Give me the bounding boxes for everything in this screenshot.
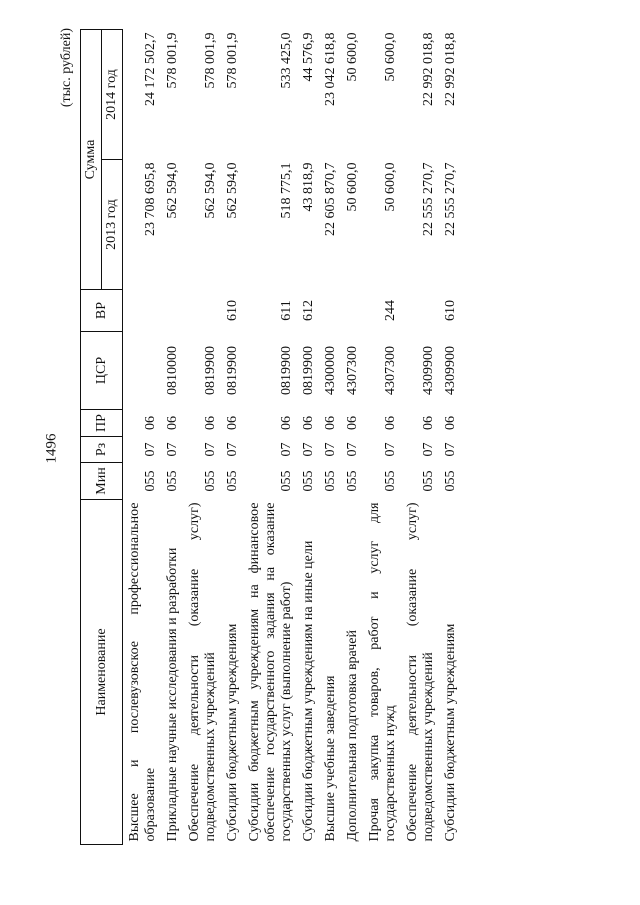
row-vr: [341, 290, 363, 332]
row-name: Обеспечение деятельности (оказание услуг) подведомственных учреждений: [405, 502, 436, 842]
header-rz: Рз: [81, 437, 123, 463]
row-name: Субсидии бюджетным учреждениям: [225, 623, 240, 842]
row-csr: [123, 332, 162, 410]
row-min: 055: [345, 470, 360, 492]
row-min: 055: [279, 470, 294, 492]
row-sum-2013: 22 555 270,7: [443, 162, 458, 236]
row-pr: 06: [421, 416, 436, 430]
table-body: [123, 30, 462, 845]
row-csr: 0819900: [203, 346, 218, 395]
row-name: Высшие учебные заведения: [323, 675, 338, 842]
row-rz: 07: [225, 442, 240, 457]
row-rz: 07: [345, 442, 360, 457]
row-sum-2014: 578 001,9: [203, 32, 218, 89]
row-csr: 0819900: [301, 346, 316, 395]
row-sum-2013: 22 555 270,7: [421, 162, 436, 236]
row-rz: 07: [301, 442, 316, 457]
row-pr: 06: [225, 416, 240, 430]
row-name: Обеспечение деятельности (оказание услуг) подведомственных учреждений: [187, 502, 218, 842]
row-sum-2013: 562 594,0: [165, 162, 180, 219]
row-sum-2014: 24 172 502,7: [143, 32, 158, 106]
row-pr: 06: [279, 416, 294, 430]
row-csr: 4309900: [443, 346, 458, 395]
header-csr: ЦСР: [81, 332, 123, 410]
row-min: 055: [301, 470, 316, 492]
header-name: Наименование: [81, 500, 123, 845]
row-vr: [319, 290, 341, 332]
table-row: [401, 30, 439, 845]
table-row: [341, 30, 363, 845]
header-year-2014: 2014 год: [102, 30, 123, 160]
row-name: Дополнительная подготовка врачей: [345, 630, 360, 842]
row-pr: 06: [203, 416, 218, 430]
row-csr: 0819900: [279, 346, 294, 395]
row-pr: 06: [383, 416, 398, 430]
row-name: Прикладные научные исследования и разработки: [165, 547, 180, 842]
row-vr: 611: [279, 300, 294, 321]
row-pr: 06: [443, 416, 458, 430]
row-sum-2013: 50 600,0: [383, 162, 398, 212]
row-sum-2014: 533 425,0: [279, 32, 294, 89]
row-pr: 06: [301, 416, 316, 430]
header-pr: ПР: [81, 410, 123, 437]
row-sum-2013: 518 775,1: [279, 162, 294, 219]
row-vr: 610: [225, 300, 240, 321]
header-min: Мин: [81, 463, 123, 500]
row-min: 055: [443, 470, 458, 492]
row-sum-2014: 50 600,0: [383, 32, 398, 82]
row-name: Субсидии бюджетным учреждениям: [443, 623, 458, 842]
table-row: [123, 30, 162, 845]
row-sum-2014: 578 001,9: [165, 32, 180, 89]
row-vr: [161, 290, 183, 332]
row-rz: 07: [421, 442, 436, 457]
row-vr: [401, 290, 439, 332]
row-pr: 06: [345, 416, 360, 430]
row-rz: 07: [323, 442, 338, 457]
row-sum-2014: 44 576,9: [301, 32, 316, 82]
row-rz: 07: [279, 442, 294, 457]
row-csr: 4300000: [323, 346, 338, 395]
row-rz: 07: [443, 442, 458, 457]
row-vr: [183, 290, 221, 332]
row-sum-2014: 22 992 018,8: [421, 32, 436, 106]
table-row: [297, 30, 319, 845]
row-min: 055: [383, 470, 398, 492]
table-row: [161, 30, 183, 845]
header-sum: Сумма: [81, 30, 102, 290]
row-vr: 610: [443, 300, 458, 321]
row-vr: 244: [383, 300, 398, 321]
row-sum-2014: 23 042 618,8: [323, 32, 338, 106]
row-min: 055: [421, 470, 436, 492]
table-row: [363, 30, 401, 845]
row-min: 055: [323, 470, 338, 492]
row-name: Субсидии бюджетным учреждениям на иные цели: [301, 540, 316, 842]
row-sum-2013: 562 594,0: [203, 162, 218, 219]
row-min: 055: [225, 470, 240, 492]
page-number: 1496: [43, 433, 60, 464]
row-pr: 06: [143, 416, 158, 430]
table-row: [183, 30, 221, 845]
row-pr: 06: [323, 416, 338, 430]
header-vr: ВР: [81, 290, 123, 332]
row-sum-2013: 22 605 870,7: [323, 162, 338, 236]
row-pr: 06: [165, 416, 180, 430]
table-row: [319, 30, 341, 845]
row-rz: 07: [143, 442, 158, 457]
row-sum-2013: 43 818,9: [301, 162, 316, 212]
row-sum-2013: 23 708 695,8: [143, 162, 158, 236]
row-name: Прочая закупка товаров, работ и услуг для государственных нужд: [367, 502, 398, 842]
rotated-page-content: [80, 30, 600, 845]
row-sum-2014: 578 001,9: [225, 32, 240, 89]
header-row: [81, 30, 102, 845]
unit-note: (тыс. рублей): [59, 28, 74, 108]
row-csr: 4307300: [383, 346, 398, 395]
budget-table: [80, 29, 461, 845]
row-sum-2013: 562 594,0: [225, 162, 240, 219]
header-year-2013: 2013 год: [102, 160, 123, 290]
row-rz: 07: [165, 442, 180, 457]
row-csr: 4309900: [421, 346, 436, 395]
row-sum-2014: 22 992 018,8: [443, 32, 458, 106]
table-row: [439, 30, 461, 845]
table-row: [243, 30, 297, 845]
row-csr: 0810000: [165, 346, 180, 395]
row-sum-2014: 50 600,0: [345, 32, 360, 82]
row-name: Субсидии бюджетным учреждениям на финансовое обеспечение государственного задания на оказание государственных услуг (выполнение работ): [247, 502, 294, 842]
row-rz: 07: [383, 442, 398, 457]
row-sum-2013: 50 600,0: [345, 162, 360, 212]
row-min: 055: [143, 470, 158, 492]
row-rz: 07: [203, 442, 218, 457]
row-min: 055: [165, 470, 180, 492]
row-csr: 0819900: [225, 346, 240, 395]
row-name: Высшее и послевузовское профессиональное образование: [127, 502, 158, 842]
row-min: 055: [203, 470, 218, 492]
row-vr: 612: [301, 300, 316, 321]
row-csr: 4307300: [345, 346, 360, 395]
row-vr: [123, 290, 162, 332]
table-row: [221, 30, 243, 845]
